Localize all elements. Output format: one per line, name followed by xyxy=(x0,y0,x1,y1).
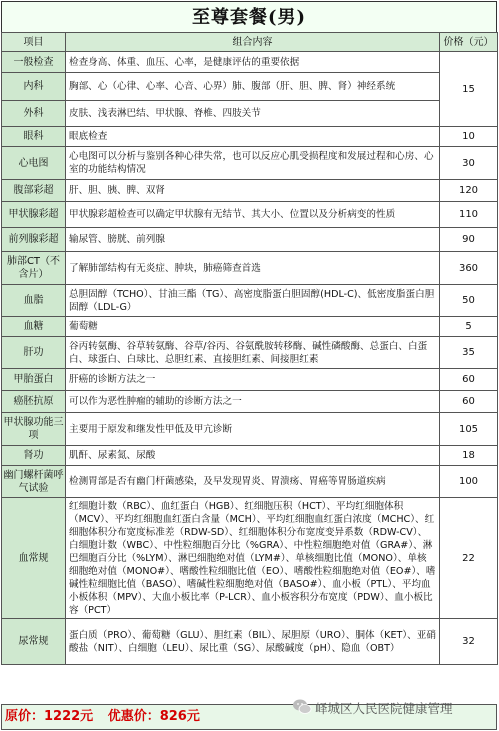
table-row xyxy=(2,285,498,317)
row-item: 外科 xyxy=(2,101,66,127)
row-item: 内科 xyxy=(2,73,66,101)
row-price: 110 xyxy=(440,202,498,228)
row-price: 100 xyxy=(440,466,498,498)
row-price: 105 xyxy=(440,413,498,446)
table-row xyxy=(2,369,498,391)
table-row xyxy=(2,252,498,285)
table-row xyxy=(2,101,498,127)
row-content: 可以作为恶性肿瘤的辅助的诊断方法之一 xyxy=(66,391,440,413)
row-item: 眼科 xyxy=(2,127,66,147)
row-price: 18 xyxy=(440,446,498,466)
row-content: 红细胞计数（RBC）、血红蛋白（HGB）、红细胞压积（HCT）、平均红细胞体积（MCV）、平均红细胞血红蛋白含量（MCH）、平均红细胞血红蛋白浓度（MCHC）、红细胞体积分布宽度标准差（RDW-SD）、红细胞体积分布宽度变异系数（RDW-CV）、白细胞计数（WBC）、中性粒细胞百分比（%GRA）、中性粒细胞绝对值（GRA#）、淋巴细胞百分比（%LYM）、淋巴细胞绝对值（LYM#）、单核细胞比值（MONO）、单核细胞绝对值（MONO#）、嗜酸性粒细胞比值（EO）、嗜酸性粒细胞绝对值（EO#）、嗜碱性粒细胞比值（BASO）、嗜碱性粒细胞绝对值（BASO#）、血小板（PTL）、平均血小板体积（MPV）、大血小板比率（P-LCR）、血小板容积分布宽度（PDW）、血小板比容（PCT） xyxy=(66,498,440,619)
row-item: 甲胎蛋白 xyxy=(2,369,66,391)
header-content: 组合内容 xyxy=(66,33,440,52)
row-price: 30 xyxy=(440,147,498,180)
row-item: 一般检查 xyxy=(2,52,66,73)
row-content: 肝癌的诊断方法之一 xyxy=(66,369,440,391)
table-row xyxy=(2,228,498,252)
row-item: 腹部彩超 xyxy=(2,180,66,202)
row-content: 肝、胆、胰、脾、双肾 xyxy=(66,180,440,202)
row-content: 皮肤、浅表淋巴结、甲状腺、脊椎、四肢关节 xyxy=(66,101,440,127)
row-content: 眼底检查 xyxy=(66,127,440,147)
row-price: 22 xyxy=(440,498,498,619)
row-item: 肺部CT（不含片） xyxy=(2,252,66,285)
row-item: 甲状腺功能三项 xyxy=(2,413,66,446)
row-price: 10 xyxy=(440,127,498,147)
row-item: 血糖 xyxy=(2,317,66,337)
row-content: 了解肺部结构有无炎症、肿块，肺癌筛查首选 xyxy=(66,252,440,285)
row-content: 甲状腺彩超检查可以确定甲状腺有无结节、其大小、位置以及分析病变的性质 xyxy=(66,202,440,228)
row-content: 总胆固醇（TCHO）、甘油三酯（TG）、高密度脂蛋白胆固醇(HDL-C)、低密度脂蛋白胆固醇（LDL-G） xyxy=(66,285,440,317)
row-price: 5 xyxy=(440,317,498,337)
table-row xyxy=(2,446,498,466)
table-row xyxy=(2,466,498,498)
row-content: 输尿管、膀胱、前列腺 xyxy=(66,228,440,252)
row-item: 幽门螺杆菌呼气试验 xyxy=(2,466,66,498)
discount-price: 优惠价：826元 xyxy=(107,709,200,724)
row-item: 血脂 xyxy=(2,285,66,317)
row-content: 胸部、心（心律、心率、心音、心界）肺、腹部（肝、胆、脾、肾）神经系统 xyxy=(66,73,440,101)
table-row xyxy=(2,619,498,665)
table-row xyxy=(2,413,498,446)
row-price: 120 xyxy=(440,180,498,202)
row-item: 前列腺彩超 xyxy=(2,228,66,252)
row-price: 35 xyxy=(440,337,498,369)
header-item: 项目 xyxy=(2,33,66,52)
table-row xyxy=(2,337,498,369)
table-row xyxy=(2,317,498,337)
table-row xyxy=(2,202,498,228)
table-row xyxy=(2,52,498,73)
wechat-logo-icon xyxy=(292,697,312,717)
table-row xyxy=(2,391,498,413)
page-title: 至尊套餐(男) xyxy=(1,1,497,33)
row-item: 肾功 xyxy=(2,446,66,466)
row-item: 血常规 xyxy=(2,498,66,619)
row-price: 60 xyxy=(440,391,498,413)
table-row xyxy=(2,180,498,202)
table-row xyxy=(2,73,498,101)
row-price: 360 xyxy=(440,252,498,285)
row-item: 心电图 xyxy=(2,147,66,180)
row-price: 15 xyxy=(440,52,498,127)
package-table xyxy=(1,32,498,665)
table-row xyxy=(2,147,498,180)
row-price: 32 xyxy=(440,619,498,665)
row-content: 主要用于原发和继发性甲低及甲亢诊断 xyxy=(66,413,440,446)
table-row xyxy=(2,127,498,147)
row-content: 心电图可以分析与鉴别各种心律失常，也可以反应心肌受损程度和发展过程和心房、心室的功能结构情况 xyxy=(66,147,440,180)
row-price: 50 xyxy=(440,285,498,317)
row-content: 检测胃部是否有幽门杆菌感染，及早发现胃炎、胃溃疡、胃癌等胃肠道疾病 xyxy=(66,466,440,498)
row-item: 甲状腺彩超 xyxy=(2,202,66,228)
row-content: 蛋白质（PRO）、葡萄糖（GLU）、胆红素（BIL）、尿胆原（URO）、胴体（KET）、亚硝酸盐（NIT）、白细胞（LEU）、尿比重（SG）、尿酸碱度（pH）、隐血（OBT） xyxy=(66,619,440,665)
row-content: 肌酐、尿素氮、尿酸 xyxy=(66,446,440,466)
original-price: 原价：1222元 xyxy=(5,709,94,724)
row-content: 葡萄糖 xyxy=(66,317,440,337)
row-item: 尿常规 xyxy=(2,619,66,665)
table-row xyxy=(2,498,498,619)
row-content: 检查身高、体重、血压、心率，是健康评估的重要依据 xyxy=(66,52,440,73)
row-item: 癌胚抗原 xyxy=(2,391,66,413)
watermark-text: 峄城区人民医院健康管理 xyxy=(315,701,453,716)
header-price: 价格（元） xyxy=(440,33,498,52)
table-header-row xyxy=(2,33,498,52)
row-item: 肝功 xyxy=(2,337,66,369)
row-price: 60 xyxy=(440,369,498,391)
row-content: 谷丙转氨酶、谷草转氨酶、谷草/谷丙、谷氨酰胺转移酶、碱性磷酸酶、总蛋白、白蛋白、球蛋白、白球比、总胆红素、直接胆红素、间接胆红素 xyxy=(66,337,440,369)
row-price: 90 xyxy=(440,228,498,252)
